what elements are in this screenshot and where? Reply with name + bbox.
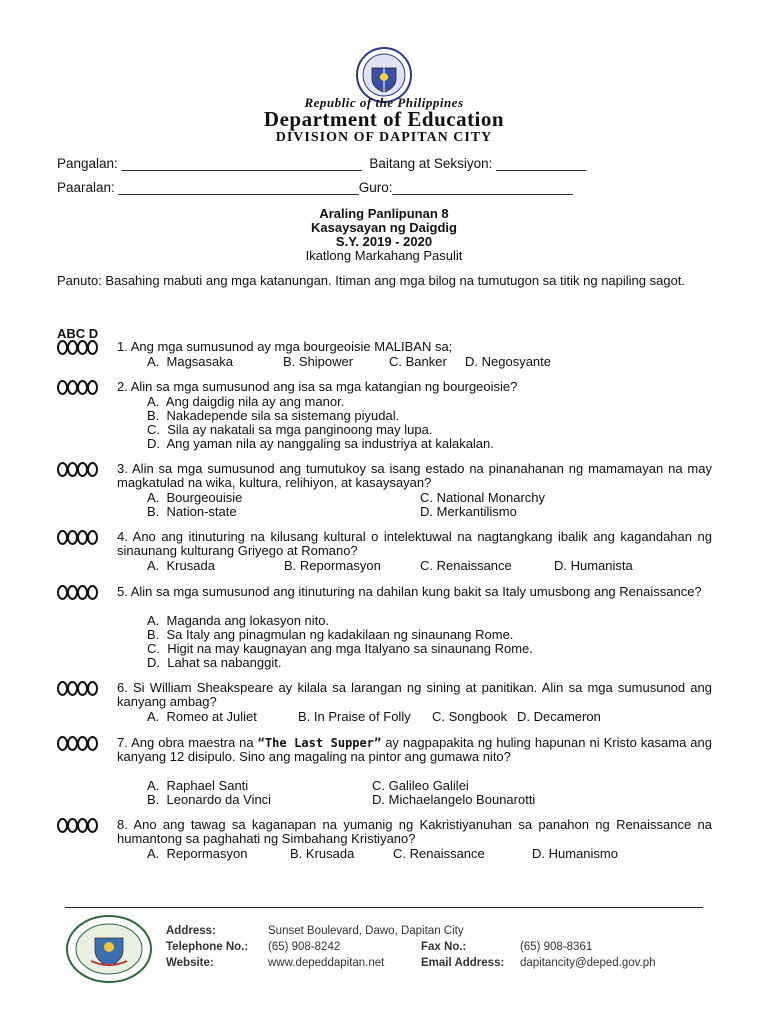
division-label: DIVISION OF DAPITAN CITY [275, 130, 493, 145]
q1-option-c: C. Banker [389, 354, 447, 369]
school-year: S.Y. 2019 - 2020 [335, 234, 433, 249]
q5-option-d: D. Lahat sa nabanggit. [147, 655, 282, 670]
q5-option-a: A. Maganda ang lokasyon nito. [147, 613, 330, 628]
website-value[interactable]: www.depeddapitan.net [268, 957, 385, 969]
answer-bubbles[interactable] [57, 380, 97, 395]
q8-option-b: B. Krusada [290, 846, 355, 861]
q6-option-a: A. Romeo at Juliet [147, 709, 257, 724]
question-7: 7. Ang obra maestra na “The Last Supper” ay nagpapakita ng huling hapunan ni Kristo kasama ang kanyang 12 disipulo. Sino ang magaling na pintor ang gumawa nito? [117, 735, 712, 764]
telephone-label: Telephone No.: [166, 941, 249, 953]
course-title: Kasaysayan ng Daigdig [311, 220, 457, 235]
question-1: 1. Ang mga sumusunod ay mga bourgeoisie MALIBAN sa; [117, 339, 453, 354]
q6-option-d: D. Decameron [517, 709, 601, 724]
q3-option-a: A. Bourgeouisie [147, 490, 243, 505]
q4-option-c: C. Renaissance [420, 558, 512, 573]
answer-bubbles[interactable] [57, 818, 97, 833]
address-label: Address: [166, 925, 216, 937]
question-5: 5. Alin sa mga sumusunod ang itinuturing na dahilan kung bakit sa Italy umusbong ang Renaissance? [117, 584, 702, 599]
department-label: Department of Education [263, 107, 505, 131]
question-3: 3. Alin sa mga sumusunod ang tumutukoy sa isang estado na pinanahanan ng mamamayan na may magkatulad na wika, kultura, relihiyon, at kasaysayan? [117, 461, 712, 490]
q4-option-b: B. Repormasyon [284, 558, 381, 573]
republic-label: Republic of the Philippines [304, 95, 464, 110]
q3-option-c: C. National Monarchy [420, 490, 545, 505]
q7-option-c: C. Galileo Galilei [372, 778, 469, 793]
q7-option-a: A. Raphael Santi [147, 778, 249, 793]
q2-option-a: A. Ang daigdig nila ay ang manor. [147, 394, 345, 409]
q5-option-c: C. Higit na may kaugnayan ang mga Italyano sa sinaunang Rome. [147, 641, 533, 656]
question-6: 6. Si William Sheakspeare ay kilala sa larangan ng sining at panitikan. Alin sa mga sumusunod ang kanyang ambag? [117, 680, 712, 709]
subject-title: Araling Panlipunan 8 [319, 206, 449, 221]
answer-bubbles[interactable] [57, 340, 97, 355]
email-label: Email Address: [421, 957, 505, 969]
q3-option-d: D. Merkantilismo [420, 504, 517, 519]
answer-bubbles[interactable] [57, 736, 97, 751]
address-value: Sunset Boulevard, Dawo, Dapitan City [268, 925, 464, 937]
question-4: 4. Ano ang itinuturing na kilusang kultural o intelektuwal na nagtangkang ibalik ang kagandahan ng sinaunang kulturang Griyego at Romano? [117, 529, 712, 558]
q1-option-a: A. Magsasaka [147, 354, 233, 369]
question-2: 2. Alin sa mga sumusunod ang isa sa mga katangian ng bourgeoisie? [117, 379, 518, 394]
telephone-value: (65) 908-8242 [268, 941, 341, 953]
question-8: 8. Ano ang tawag sa kaganapan na yumanig ng Kakristiyanuhan sa panahon ng Renaissance na humantong sa paghahati ng Simbahang Kristiyano? [117, 817, 712, 846]
q5-option-b: B. Sa Italy ang pinagmulan ng kadakilaan ng sinaunang Rome. [147, 627, 514, 642]
q8-option-d: D. Humanismo [532, 846, 618, 861]
exam-title: Ikatlong Markahang Pasulit [305, 248, 463, 263]
answer-bubbles[interactable] [57, 530, 97, 545]
school-teacher-line: Paaralan: ________________________________Guro:________________________ [57, 180, 573, 195]
q2-option-c: C. Sila ay nakatali sa mga panginoong may lupa. [147, 422, 433, 437]
q2-option-b: B. Nakadepende sila sa sistemang piyudal. [147, 408, 400, 423]
q8-option-a: A. Repormasyon [147, 846, 248, 861]
name-grade-line: Pangalan: ________________________________ Baitang at Seksiyon: ____________ [57, 156, 587, 171]
fax-value: (65) 908-8361 [520, 941, 593, 953]
fax-label: Fax No.: [421, 941, 467, 953]
artwork-title: “The Last Supper” [257, 736, 382, 750]
answer-bubbles[interactable] [57, 585, 97, 600]
division-seal-logo [65, 914, 153, 984]
q7-option-d: D. Michaelangelo Bounarotti [372, 792, 536, 807]
instructions: Panuto: Basahing mabuti ang mga katanungan. Itiman ang mga bilog na tumutugon sa titik ng napiling sagot. [57, 273, 686, 288]
q4-option-d: D. Humanista [554, 558, 633, 573]
q1-option-d: D. Negosyante [465, 354, 551, 369]
email-value[interactable]: dapitancity@deped.gov.ph [520, 957, 656, 969]
q8-option-c: C. Renaissance [393, 846, 485, 861]
website-label: Website: [166, 957, 214, 969]
q1-option-b: B. Shipower [283, 354, 354, 369]
answer-bubbles[interactable] [57, 462, 97, 477]
answer-bubbles[interactable] [57, 681, 97, 696]
bubble-header: ABC D [57, 326, 99, 341]
footer-divider [65, 907, 703, 908]
q7-option-b: B. Leonardo da Vinci [147, 792, 272, 807]
q3-option-b: B. Nation-state [147, 504, 237, 519]
q4-option-a: A. Krusada [147, 558, 215, 573]
q6-option-c: C. Songbook [432, 709, 508, 724]
q2-option-d: D. Ang yaman nila ay nanggaling sa industriya at kalakalan. [147, 436, 494, 451]
q6-option-b: B. In Praise of Folly [298, 709, 411, 724]
